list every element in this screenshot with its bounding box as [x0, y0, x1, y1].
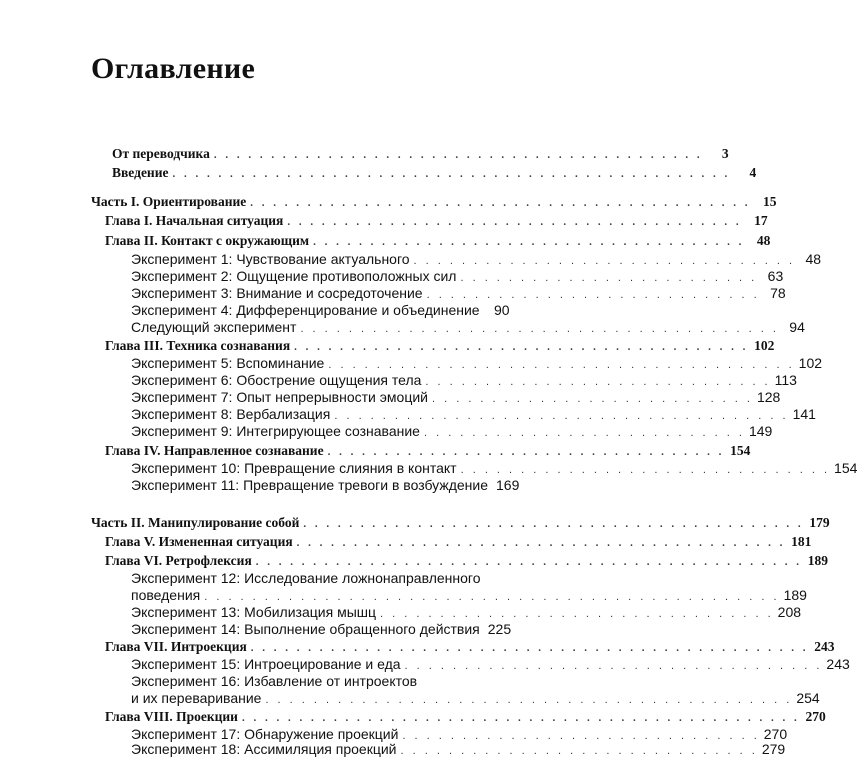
toc-entry-page: 243 — [826, 656, 850, 672]
toc-entry-page: 243 — [814, 639, 835, 654]
toc-entry-experiment[interactable] — [131, 604, 802, 622]
toc-entry-experiment[interactable] — [131, 355, 823, 373]
toc-entry-chapter[interactable] — [105, 553, 829, 571]
toc-entry-page: 3 — [721, 146, 729, 161]
toc-entry-page: 48 — [756, 233, 771, 248]
toc-entry-page: 154 — [730, 443, 751, 458]
leader-dots: . . . . . . . . . . . . . . . . . . . . . . . . . . . . . . . . . . . . . . . . . . . . — [250, 197, 751, 209]
toc-entry[interactable] — [112, 165, 757, 183]
leader-dots: . . . . . . . . . . . . . . . . . . . . . . . . . . . . . . . . . . . — [404, 660, 823, 672]
toc-entry-page: 94 — [789, 319, 805, 335]
toc-entry-experiment[interactable] — [131, 656, 850, 674]
leader-dots: . . . . . . . . . . . . . . . . . . . . . . . . . . . . . . . — [460, 464, 831, 476]
toc-entry-experiment-line1[interactable]: Эксперимент 16: Избавление от интроектов — [131, 673, 418, 689]
toc-entry-label: Часть I. Ориентирование — [91, 194, 247, 209]
toc-entry-page: 169 — [496, 477, 520, 493]
toc-entry-page: 208 — [777, 604, 802, 620]
leader-dots: . . . . . . . . . . . . . . . . . . . . . . . . . . . . . . . . — [413, 255, 796, 267]
toc-entry-chapter[interactable] — [105, 639, 835, 657]
toc-entry-experiment[interactable] — [131, 406, 816, 424]
toc-entry-page: 4 — [749, 165, 757, 180]
toc-entry-experiment[interactable] — [131, 268, 784, 286]
toc-entry-label: Эксперимент 15: Интроецирование и еда — [131, 656, 401, 672]
toc-entry-label: Эксперимент 7: Опыт непрерывности эмоций — [131, 389, 428, 405]
toc-entry-label: Глава VII. Интроекция — [105, 639, 247, 654]
toc-entry-page: 128 — [756, 389, 781, 405]
toc-entry-page: 149 — [748, 423, 773, 439]
toc-entry-experiment[interactable] — [131, 319, 805, 337]
leader-dots: . . . . . . . . . . . . . . . . . . . . . . . . . . . . . . . . . . . . . . . . . . . . — [303, 518, 804, 530]
toc-entry-experiment[interactable] — [131, 251, 822, 269]
leader-dots: . . . . . . . . . . . . . . . . . . . . . . . . . . . . . . . . . . . . . . — [313, 236, 745, 248]
leader-dots: . . . . . . . . . . . . . . . . . . . . . . . . . . . . . . — [402, 730, 760, 742]
toc-entry-page: 270 — [805, 709, 826, 724]
leader-dots: . . . . . . . . . . . . . . . . . . . . . . . . . . . . . . . . . . . . . . . . . . . — [296, 537, 786, 549]
leader-dots: . . . . . . . . . . . . . . . . . . . . . . . . . . . . . . — [400, 745, 758, 757]
leader-dots: . . . . . . . . . . . . . . . . . . . . . . . . . . . . . . . . . . . . . . — [334, 410, 789, 422]
toc-entry-label: Эксперимент 3: Внимание и сосредоточение — [131, 285, 423, 301]
toc-entry-page: 48 — [805, 251, 822, 267]
leader-dots: . . . . . . . . . . . . . . . . . . . . . . . . . . . — [431, 393, 753, 405]
toc-entry-chapter[interactable] — [105, 443, 751, 461]
toc-entry-label: Эксперимент 18: Ассимиляция проекций — [131, 741, 397, 757]
toc-entry-chapter[interactable] — [105, 233, 771, 251]
toc-entry-chapter[interactable] — [105, 338, 775, 356]
toc-entry-part[interactable] — [91, 515, 830, 533]
toc-entry-experiment-line1[interactable]: Эксперимент 12: Исследование ложнонаправленного — [131, 570, 481, 586]
toc-entry-label: Эксперимент 2: Ощущение противоположных сил — [131, 268, 457, 284]
toc-entry-label: Глава VIII. Проекции — [105, 709, 238, 724]
leader-dots: . . . . . . . . . . . . . . . . . . . . . . . . . — [460, 272, 758, 284]
toc-entry-page: 90 — [494, 302, 510, 318]
toc-entry-label: Эксперимент 14: Выполнение обращенного действия — [131, 621, 480, 637]
toc-entry-label: Глава V. Измененная ситуация — [105, 534, 293, 549]
toc-entry-label: Следующий эксперимент — [131, 319, 297, 335]
toc-entry-label: Эксперимент 1: Чувствование актуального — [131, 251, 410, 267]
toc-entry-experiment[interactable] — [131, 477, 520, 495]
toc-entry-page: 270 — [763, 726, 788, 742]
toc-entry-label: поведения — [131, 587, 201, 603]
leader-dots: . . . . . . . . . . . . . . . . . . . . . . . . . . . . . . . . . . . . . . . . . . . . . . . . . — [241, 712, 800, 724]
toc-entry-label: Введение — [112, 165, 169, 180]
toc-entry-page: 179 — [809, 515, 830, 530]
leader-dots: . . . . . . . . . . . . . . . . . . . . . . . . . . . . . . . . . . . . . . . . . . . . . . . . — [204, 591, 780, 603]
toc-entry-page: 78 — [770, 285, 786, 301]
leader-dots: . . . . . . . . . . . . . . . . . . . . . . . . . . . . . . . . . . . — [327, 446, 725, 458]
toc-entry-experiment[interactable] — [131, 460, 857, 478]
page-title: Оглавление — [91, 52, 256, 85]
toc-entry-chapter[interactable] — [105, 709, 826, 727]
toc-entry-label: Глава IV. Направленное сознавание — [105, 443, 324, 458]
toc-entry-experiment[interactable] — [131, 690, 820, 708]
toc-entry-label: Эксперимент 6: Обострение ощущения тела — [131, 372, 422, 388]
toc-entry-label: Эксперимент 11: Превращение тревоги в возбуждение — [131, 477, 488, 493]
toc-entry-page: 63 — [767, 268, 784, 284]
leader-dots: . . . . . . . . . . . . . . . . . . . . . . . . . . . . . . . . . . . . . . . . — [300, 323, 779, 335]
toc-entry-label: Глава II. Контакт с окружающим — [105, 233, 310, 248]
toc-entry-label: Глава VI. Ретрофлексия — [105, 553, 252, 568]
toc-entry-label: Часть II. Манипулирование собой — [91, 515, 300, 530]
toc-entry-label: Эксперимент 8: Вербализация — [131, 406, 331, 422]
toc-entry-page: 113 — [774, 372, 797, 388]
toc-entry-label: Эксперимент 5: Вспоминание — [131, 355, 325, 371]
leader-dots: . . . . . . . . . . . . . . . . . . . . . . . . . . . . . . . . . . . . . . . . — [287, 216, 742, 228]
toc-entry-page: 181 — [791, 534, 812, 549]
toc-entry-page: 189 — [807, 553, 829, 568]
leader-dots: . . . . . . . . . . . . . . . . . . . . . . . . . . . . . . . . . — [380, 608, 774, 620]
toc-entry-page: 102 — [798, 355, 823, 371]
toc-entry-page: 225 — [487, 621, 512, 637]
toc-entry-label: Эксперимент 4: Дифференцирование и объединение — [131, 302, 480, 318]
leader-dots: . . . . . . . . . . . . . . . . . . . . . . . . . . . . . . . . . . . . . . . . . . . . . . . . . — [250, 642, 809, 654]
toc-entry-experiment[interactable] — [131, 302, 510, 320]
toc-entry-experiment[interactable] — [131, 423, 773, 441]
leader-dots: . . . . . . . . . . . . . . . . . . . . . . . . . . . — [423, 427, 745, 439]
leader-dots: . . . . . . . . . . . . . . . . . . . . . . . . . . . . . . . . . . . . . . . . . . . . . . . . — [255, 556, 803, 568]
toc-entry-experiment[interactable] — [131, 372, 797, 390]
toc-entry-page: 279 — [761, 741, 786, 757]
toc-entry[interactable] — [112, 146, 729, 164]
leader-dots: . . . . . . . . . . . . . . . . . . . . . . . . . . . . — [426, 289, 760, 301]
toc-entry-chapter[interactable] — [105, 213, 768, 231]
toc-entry-label: и их переваривание — [131, 690, 262, 706]
toc-entry-experiment[interactable] — [131, 621, 512, 639]
leader-dots: . . . . . . . . . . . . . . . . . . . . . . . . . . . . . . . . . . . . . . . . . . . — [213, 149, 703, 161]
toc-entry-experiment[interactable] — [131, 389, 781, 407]
toc-entry-page: 15 — [763, 194, 777, 209]
toc-entry-label: Эксперимент 10: Превращение слияния в контакт — [131, 460, 457, 476]
leader-dots: . . . . . . . . . . . . . . . . . . . . . . . . . . . . . . . . . . . . . . . . . . . . — [265, 694, 793, 706]
leader-dots: . . . . . . . . . . . . . . . . . . . . . . . . . . . . . . . . . . . . . . . . — [294, 341, 749, 353]
toc-entry-label: Глава I. Начальная ситуация — [105, 213, 284, 228]
toc-entry-experiment[interactable] — [131, 587, 807, 605]
toc-entry-experiment[interactable] — [131, 741, 786, 757]
leader-dots: . . . . . . . . . . . . . . . . . . . . . . . . . . . . . . . . . . . . . . . . . . . . . . . . . — [172, 168, 731, 180]
toc-entry-chapter[interactable] — [105, 534, 812, 552]
toc-entry-label: От переводчика — [112, 146, 210, 161]
leader-dots: . . . . . . . . . . . . . . . . . . . . . . . . . . . . . — [425, 376, 771, 388]
toc-entry-label: Эксперимент 17: Обнаружение проекций — [131, 726, 399, 742]
leader-dots: . . . . . . . . . . . . . . . . . . . . . . . . . . . . . . . . . . . . . . . — [328, 359, 795, 371]
toc-entry-page: 154 — [834, 460, 857, 476]
toc-entry-page: 141 — [792, 406, 816, 422]
toc-entry-label: Эксперимент 9: Интегрирующее сознавание — [131, 423, 420, 439]
toc-entry-page: 17 — [754, 213, 768, 228]
toc-entry-part[interactable] — [91, 194, 777, 212]
toc-entry-experiment[interactable] — [131, 285, 786, 303]
toc-entry-label: Глава III. Техника сознавания — [105, 338, 291, 353]
toc-entry-label: Эксперимент 13: Мобилизация мышц — [131, 604, 376, 620]
toc-entry-page: 102 — [754, 338, 775, 353]
toc-entry-page: 254 — [796, 690, 820, 706]
toc-entry-page: 189 — [783, 587, 807, 603]
